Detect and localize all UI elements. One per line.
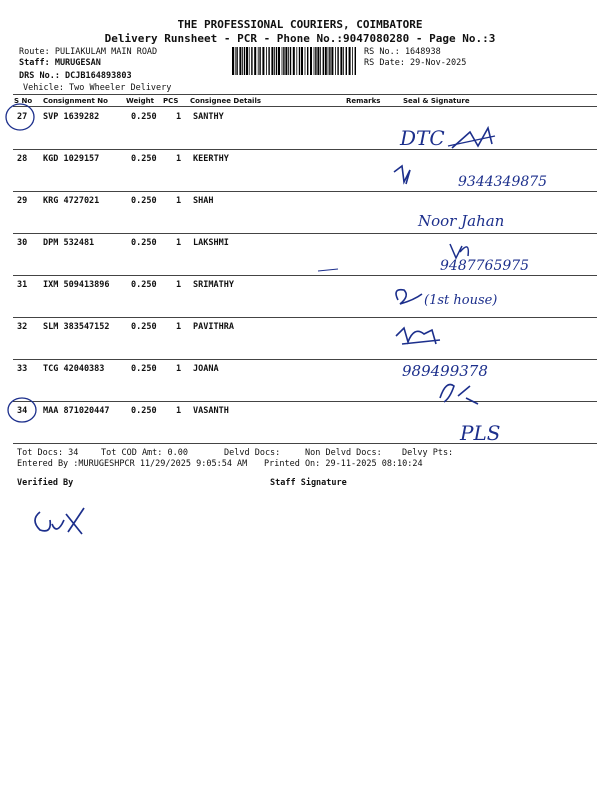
- delivery-points: Delvy Pts:: [402, 448, 454, 458]
- col-consignee-header: Consignee Details: [190, 97, 262, 105]
- signature-scribble: [448, 136, 495, 146]
- row-consignment: DPM 532481: [43, 238, 95, 248]
- vehicle-text: Vehicle: Two Wheeler Delivery: [23, 83, 172, 93]
- row-consignment: KGD 1029157: [43, 154, 100, 164]
- rs-number: RS No.: 1648938: [364, 47, 441, 57]
- row-consignee: PAVITHRA: [193, 322, 234, 332]
- row-consignee: SHAH: [193, 196, 214, 206]
- printed-on: Printed On: 29-11-2025 08:10:24: [264, 459, 423, 469]
- row-pcs: 1: [176, 322, 182, 332]
- name-row29: Noor Jahan: [418, 212, 505, 230]
- phone-row28: 9344349875: [458, 174, 548, 190]
- runsheet-subtitle: Delivery Runsheet - PCR - Phone No.:9047080280 - Page No.:3: [104, 32, 496, 45]
- row-sno: 29: [17, 196, 28, 206]
- row-pcs: 1: [176, 154, 182, 164]
- row-consignment: SVP 1639282: [43, 112, 100, 122]
- row-weight: 0.250: [131, 280, 157, 290]
- row-consignee: KEERTHY: [193, 154, 229, 164]
- circle-mark: [6, 104, 34, 130]
- signature-scribble: [394, 166, 410, 184]
- non-delivered-docs: Non Delvd Docs:: [305, 448, 382, 458]
- row-weight: 0.250: [131, 322, 157, 332]
- col-consignment-header: Consignment No: [43, 97, 108, 105]
- delivered-docs: Delvd Docs:: [224, 448, 281, 458]
- signature-row34: PLS: [460, 421, 501, 445]
- row-weight: 0.250: [131, 154, 157, 164]
- row-consignee: VASANTH: [193, 406, 229, 416]
- drs-number: DRS No.: DCJB164893803: [19, 71, 132, 81]
- col-weight-header: Weight: [126, 97, 154, 105]
- circle-mark: [8, 398, 36, 422]
- row-pcs: 1: [176, 280, 182, 290]
- row-consignment: TCG 42040383: [43, 364, 105, 374]
- verified-by-label: Verified By: [17, 478, 74, 488]
- row-consignment: SLM 383547152: [43, 322, 110, 332]
- row-pcs: 1: [176, 406, 182, 416]
- entered-by: Entered By :MURUGESHPCR 11/29/2025 9:05:54 AM: [17, 459, 248, 469]
- signature-row27: DTC: [400, 126, 445, 150]
- phone-row33: 989499378: [402, 362, 488, 380]
- total-cod: Tot COD Amt: 0.00: [101, 448, 188, 458]
- signature-scribble: [440, 385, 478, 405]
- row-sno: 30: [17, 238, 28, 248]
- row-pcs: 1: [176, 364, 182, 374]
- row-pcs: 1: [176, 238, 182, 248]
- signature-scribble: [450, 244, 468, 258]
- total-docs: Tot Docs: 34: [17, 448, 79, 458]
- staff-signature-label: Staff Signature: [270, 478, 347, 488]
- note-row31: (1st house): [424, 293, 498, 308]
- row-pcs: 1: [176, 196, 182, 206]
- row-consignment: KRG 4727021: [43, 196, 100, 206]
- phone-row30: 9487765975: [440, 258, 530, 274]
- row-weight: 0.250: [131, 196, 157, 206]
- col-sno-header: S No: [14, 97, 33, 105]
- staff-text: Staff: MURUGESAN: [19, 58, 101, 68]
- row-weight: 0.250: [131, 112, 157, 122]
- col-remarks-header: Remarks: [346, 97, 381, 105]
- row-consignment: IXM 509413896: [43, 280, 110, 290]
- row-sno: 28: [17, 154, 28, 164]
- signature-scribble: [396, 290, 422, 304]
- col-seal-header: Seal & Signature: [403, 97, 470, 105]
- company-title: THE PROFESSIONAL COURIERS, COIMBATORE: [177, 18, 423, 31]
- row-sno: 32: [17, 322, 28, 332]
- row-sno: 34: [17, 406, 28, 416]
- ink-mark: [318, 269, 338, 271]
- row-pcs: 1: [176, 112, 182, 122]
- row-weight: 0.250: [131, 406, 157, 416]
- signature-scribble: [396, 328, 440, 344]
- rs-date: RS Date: 29-Nov-2025: [364, 58, 467, 68]
- row-consignee: LAKSHMI: [193, 238, 229, 248]
- verifier-signature: [35, 508, 84, 534]
- row-consignee: SANTHY: [193, 112, 224, 122]
- row-weight: 0.250: [131, 238, 157, 248]
- row-consignee: SRIMATHY: [193, 280, 234, 290]
- row-weight: 0.250: [131, 364, 157, 374]
- row-sno: 31: [17, 280, 28, 290]
- col-pcs-header: PCS: [163, 97, 179, 105]
- row-consignment: MAA 871020447: [43, 406, 110, 416]
- route-text: Route: PULIAKULAM MAIN ROAD: [19, 47, 158, 57]
- row-sno: 27: [17, 112, 28, 122]
- row-sno: 33: [17, 364, 28, 374]
- row-consignee: JOANA: [193, 364, 219, 374]
